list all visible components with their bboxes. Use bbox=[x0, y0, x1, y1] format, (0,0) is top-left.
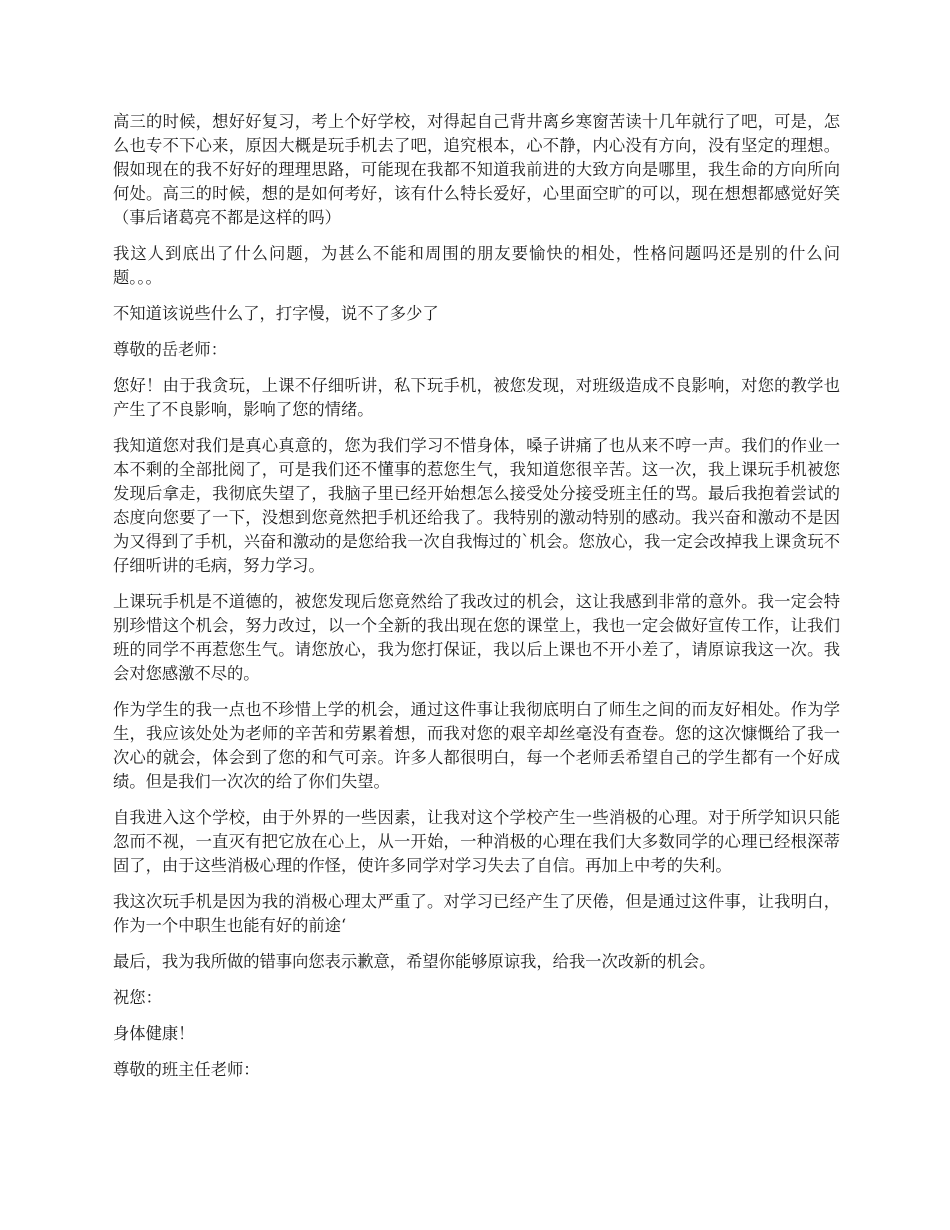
document-body bbox=[113, 110, 840, 1094]
paragraph: 上课玩手机是不道德的，被您发现后您竟然给了我改过的机会，这让我感到非常的意外。我一定会特别珍惜这个机会，努力改过，以一个全新的我出现在您的课堂上，我也一定会做好宣传工作，让我们班的同学不再惹您生气。请您放心，我为您打保证，我以后上课也不开小差了，请原谅我这一次。我会对您感激不尽的。 bbox=[113, 592, 840, 683]
paragraph: 高三的时候，想好好复习，考上个好学校，对得起自己背井离乡寒窗苦读十几年就行了吧，可是，怎么也专不下心来，原因大概是玩手机去了吧，追究根本，心不静，内心没有方向，没有坚定的理想。假如现在的我不好好的理理思路，可能现在我都不知道我前进的大致方向是哪里，我生命的方向所向何处。高三的时候，想的是如何考好，该有什么特长爱好，心里面空旷的可以，现在想想都感觉好笑（事后诸葛亮不都是这样的吗） bbox=[113, 112, 840, 227]
salutation: 尊敬的班主任老师： bbox=[113, 1060, 260, 1079]
paragraph: 我知道您对我们是真心真意的，您为我们学习不惜身体，嗓子讲痛了也从来不哼一声。我们的作业一本不剩的全部批阅了，可是我们还不懂事的惹您生气，我知道您很辛苦。这一次，我上课玩手机被您发现后拿走，我彻底失望了，我脑子里已经开始想怎么接受处分接受班主任的骂。最后我抱着尝试的态度向您要了一下，没想到您竟然把手机还给我了。我特别的激动特别的感动。我兴奋和激动不是因为又得到了手机，兴奋和激动的是您给我一次自我悔过的`机会。您放心，我一定会改掉我上课贪玩不仔细听讲的毛病，努力学习。 bbox=[113, 436, 840, 575]
closing-line: 祝您： bbox=[113, 988, 162, 1007]
paragraph: 作为学生的我一点也不珍惜上学的机会，通过这件事让我彻底明白了师生之间的而友好相处。作为学生，我应该处处为老师的辛苦和劳累着想，而我对您的艰辛却丝毫没有查卷。您的这次慷慨给了我一次心的就会，体会到了您的和气可亲。许多人都很明白，每一个老师丢希望自己的学生都有一个好成绩。但是我们一次次的给了你们失望。 bbox=[113, 700, 840, 791]
paragraph: 不知道该说些什么了，打字慢，说不了多少了 bbox=[113, 304, 439, 323]
paragraph: 我这次玩手机是因为我的消极心理太严重了。对学习已经产生了厌倦，但是通过这件事，让我明白，作为一个中职生也能有好的前途‘ bbox=[113, 892, 840, 935]
salutation: 尊敬的岳老师： bbox=[113, 340, 227, 359]
paragraph: 我这人到底出了什么问题，为甚么不能和周围的朋友要愉快的相处，性格问题吗还是别的什么问题。。。 bbox=[113, 244, 840, 287]
closing-line: 身体健康！ bbox=[113, 1024, 195, 1043]
paragraph: 自我进入这个学校，由于外界的一些因素，让我对这个学校产生一些消极的心理。对于所学知识只能忽而不视，一直灭有把它放在心上，从一开始，一种消极的心理在我们大多数同学的心理已经根深蒂固了，由于这些消极心理的作怪，使许多同学对学习失去了自信。再加上中考的失利。 bbox=[113, 808, 840, 875]
paragraph: 您好！由于我贪玩，上课不仔细听讲，私下玩手机，被您发现，对班级造成不良影响，对您的教学也产生了不良影响，影响了您的情绪。 bbox=[113, 376, 840, 419]
paragraph: 最后，我为我所做的错事向您表示歉意，希望你能够原谅我，给我一次改新的机会。 bbox=[113, 952, 716, 971]
